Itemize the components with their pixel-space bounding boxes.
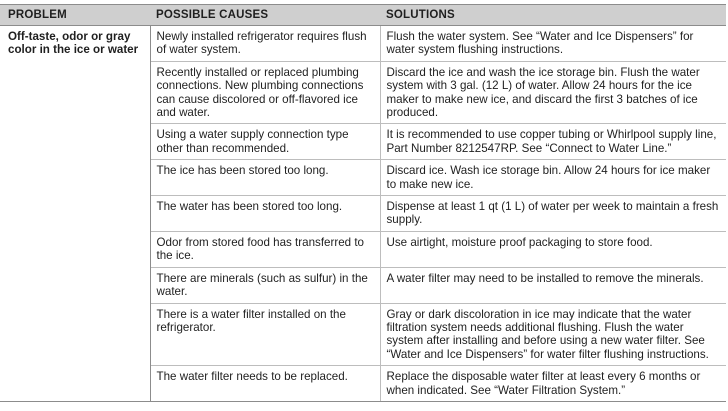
cause-cell: The ice has been stored too long. <box>150 160 380 196</box>
header-possible-causes: POSSIBLE CAUSES <box>150 5 380 26</box>
header-problem: PROBLEM <box>0 5 150 26</box>
cause-cell: Using a water supply connection type other than recommended. <box>150 124 380 160</box>
solution-cell: A water filter may need to be installed to remove the minerals. <box>380 267 726 303</box>
cause-cell: The water has been stored too long. <box>150 196 380 232</box>
header-solutions: SOLUTIONS <box>380 5 726 26</box>
cause-cell: There are minerals (such as sulfur) in the water. <box>150 267 380 303</box>
cause-cell: Newly installed refrigerator requires flush of water system. <box>150 26 380 62</box>
cause-cell: Odor from stored food has transferred to the ice. <box>150 231 380 267</box>
solution-cell: Discard ice. Wash ice storage bin. Allow 24 hours for ice maker to make new ice. <box>380 160 726 196</box>
cause-cell: There is a water filter installed on the refrigerator. <box>150 303 380 366</box>
solution-cell: Gray or dark discoloration in ice may indicate that the water filtration system needs additional flushing. Flush the water system after installing and before using a new water filter. See “Water and Ice Dispensers” for water filter flushing instructions. <box>380 303 726 366</box>
cause-cell: Recently installed or replaced plumbing connections. New plumbing connections can cause discolored or off-flavored ice and water. <box>150 61 380 124</box>
solution-cell: It is recommended to use copper tubing or Whirlpool supply line, Part Number 8212547RP. See “Connect to Water Line.” <box>380 124 726 160</box>
problem-cell: Off-taste, odor or gray color in the ice or water <box>0 26 150 402</box>
cause-cell: The water filter needs to be replaced. <box>150 366 380 402</box>
solution-cell: Use airtight, moisture proof packaging to store food. <box>380 231 726 267</box>
table-header-row <box>0 5 726 26</box>
table-row <box>0 26 726 62</box>
solution-cell: Replace the disposable water filter at least every 6 months or when indicated. See “Water Filtration System.” <box>380 366 726 402</box>
solution-cell: Flush the water system. See “Water and Ice Dispensers” for water system flushing instructions. <box>380 26 726 62</box>
troubleshooting-table <box>0 4 726 402</box>
solution-cell: Discard the ice and wash the ice storage bin. Flush the water system with 3 gal. (12 L) of water. Allow 24 hours for the ice maker to make new ice, and discard the first 3 batches of ice produced. <box>380 61 726 124</box>
solution-cell: Dispense at least 1 qt (1 L) of water per week to maintain a fresh supply. <box>380 196 726 232</box>
